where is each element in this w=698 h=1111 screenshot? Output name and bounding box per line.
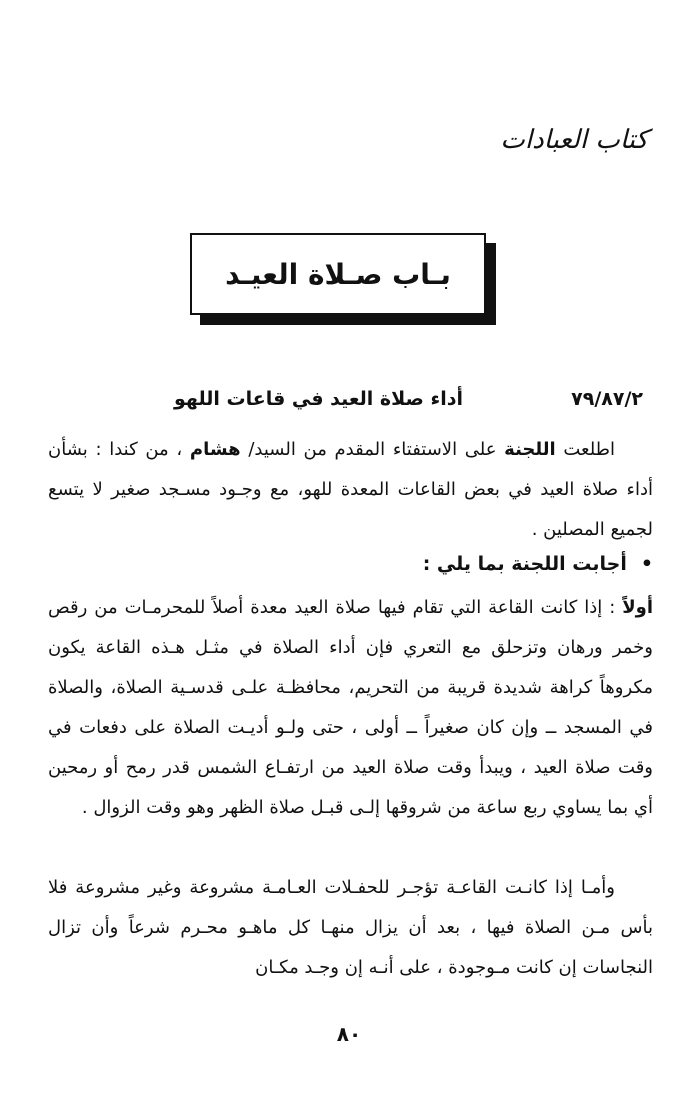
bullet-icon: •	[640, 553, 653, 575]
answer-heading	[423, 553, 653, 575]
intro-text-2: على الاستفتاء المقدم من السيد/	[240, 439, 505, 460]
point-one-label: أولاً	[622, 597, 653, 618]
entry-heading	[60, 388, 643, 422]
page-number: ٨٠	[336, 1022, 362, 1046]
running-head: كتاب العبادات	[500, 125, 648, 155]
point-one-paragraph	[48, 588, 653, 828]
paragraph-two: وأمـا إذا كانـت القاعـة تؤجـر للحفـلات العـامـة مشروعة وغير مشروعة فلا بأس مـن الصلاة فيها ، بعد أن يزال منهـا كل ماهـو محـرم شرعاً وأن تزال النجاسات إن كانت مـوجودة ، على أنـه إن وجـد مكـان	[48, 877, 653, 978]
intro-paragraph	[48, 430, 653, 550]
point-one-text: : إذا كانت القاعة التي تقام فيها صلاة العيد معدة أصلاً للمحرمـات من رقص وخمر ورهان وتزحلق مع التعري فإن أداء الصلاة في مثـل هـذه القاعة يكون مكروهاً كراهة شديدة قريبة من التحريم، محافظـة علـى قدسـية الصلاة، والصلاة في المسجد ــ وإن كان صغيراً ــ أولى ، حتى ولـو أديـت الصلاة على دفعات في وقت صلاة العيد ، ويبدأ وقت صلاة العيد من ارتفـاع الشمس قدر رمح أو رمحين أي بما يساوي ربع ساعة من شروقها إلـى قبـل صلاة الظهر وهو وقت الزوال .	[48, 597, 653, 818]
entry-number: ٧٩/٨٧/٢	[571, 388, 643, 410]
chapter-title: بـاب صـلاة العيـد	[225, 257, 451, 291]
petitioner-name: هشام	[189, 439, 241, 460]
intro-text-1: اطلعت	[555, 439, 616, 460]
intro-text-3: ، من كندا : بشأن أداء صلاة العيد في بعض القاعات المعدة للهو، مع وجـود مسـجد صغير لا يتسع لجميع المصلين .	[48, 439, 653, 540]
chapter-title-box	[190, 233, 486, 315]
entry-title: أداء صلاة العيد في قاعات اللهو	[174, 388, 463, 410]
answer-heading-text: أجابت اللجنة بما يلي :	[422, 553, 627, 575]
committee-name: اللجنة	[504, 439, 556, 460]
